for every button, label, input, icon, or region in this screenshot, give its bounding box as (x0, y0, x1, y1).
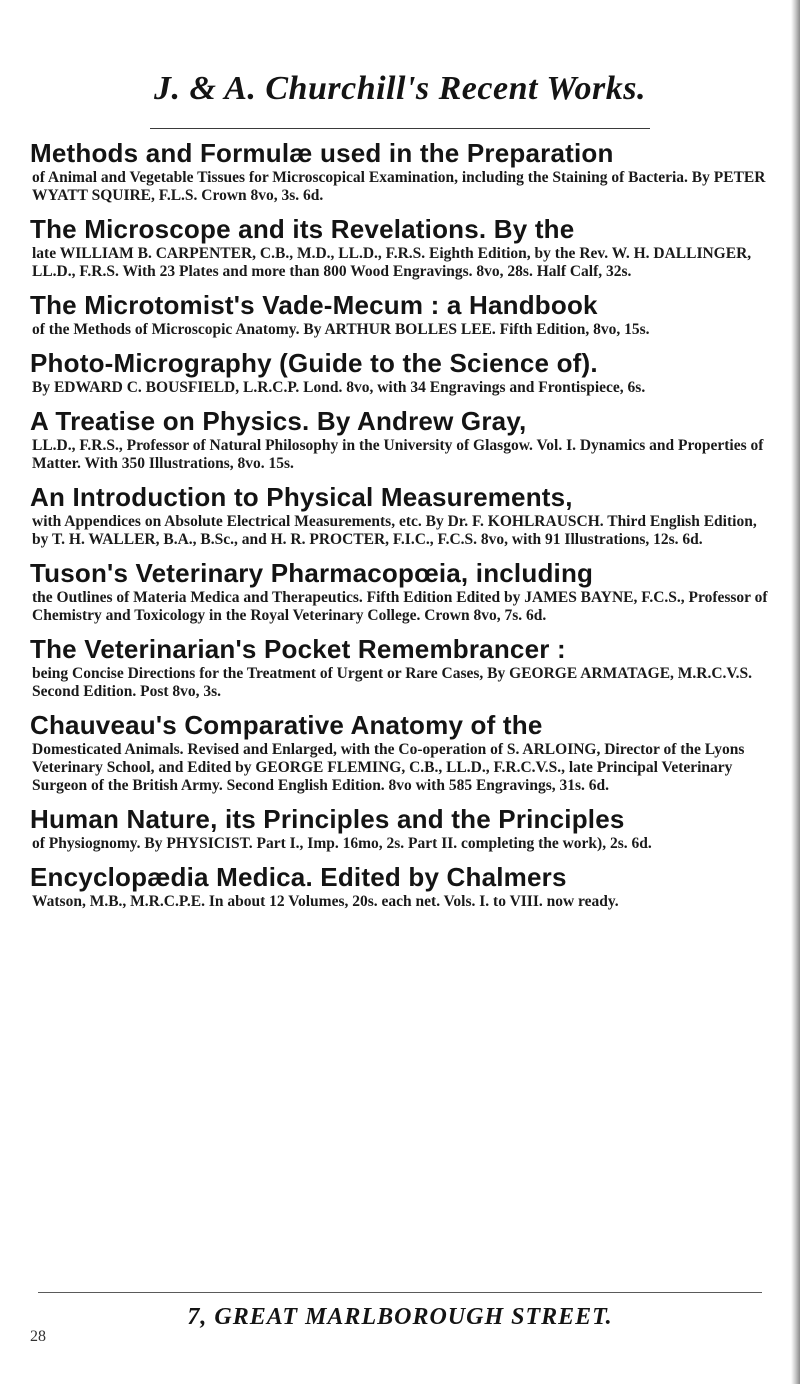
book-description: of the Methods of Microscopic Anatomy. By ARTHUR BOLLES LEE. Fifth Edition, 8vo, 15s. (32, 321, 650, 338)
book-description: being Concise Directions for the Treatment of Urgent or Rare Cases, By GEORGE ARMATAGE, M.R.C.V.S. Second Edition. Post 8vo, 3s. (32, 665, 752, 700)
book-entry (30, 406, 770, 473)
book-description: of Physiognomy. By PHYSICIST. Part I., Imp. 16mo, 2s. Part II. completing the work), 2s. 6d. (32, 835, 652, 852)
book-entry (30, 348, 770, 397)
book-entry (30, 138, 770, 205)
book-entry (30, 804, 770, 853)
book-description: late WILLIAM B. CARPENTER, C.B., M.D., LL.D., F.R.S. Eighth Edition, by the Rev. W. H. DALLINGER, LL.D., F.R.S. With 23 Plates and more than 800 Wood Engravings. 8vo, 28s. Half Calf, 32s. (32, 245, 752, 280)
book-title: Chauveau's Comparative Anatomy of the (30, 710, 543, 740)
book-description: of Animal and Vegetable Tissues for Microscopical Examination, including the Staining of Bacteria. By PETER WYATT SQUIRE, F.L.S. Crown 8vo, 3s. 6d. (32, 169, 766, 204)
book-entry (30, 482, 770, 549)
publisher-address: 7, GREAT MARLBOROUGH STREET. (187, 1304, 613, 1330)
header-divider (150, 128, 650, 129)
book-description: Watson, M.B., M.R.C.P.E. In about 12 Volumes, 20s. each net. Vols. I. to VIII. now ready. (32, 893, 619, 910)
book-description: Domesticated Animals. Revised and Enlarged, with the Co-operation of S. ARLOING, Director of the Lyons Veterinary School, and Edited by GEORGE FLEMING, C.B., LL.D., F.R.C.V.S., late Principal Veterinary Surgeon of the British Army. Second English Edition. 8vo with 585 Engravings, 31s. 6d. (32, 741, 745, 794)
book-title: Tuson's Veterinary Pharmacopœia, including (30, 558, 594, 588)
book-entry (30, 214, 770, 281)
book-entry (30, 862, 770, 911)
book-title: Methods and Formulæ used in the Preparation (30, 138, 614, 168)
book-description: By EDWARD C. BOUSFIELD, L.R.C.P. Lond. 8vo, with 34 Engravings and Frontispiece, 6s. (32, 379, 646, 396)
page-edge-shadow (791, 0, 800, 1384)
book-entry (30, 634, 770, 701)
book-title: The Microtomist's Vade-Mecum : a Handbook (30, 290, 598, 320)
page-number: 28 (30, 1328, 46, 1345)
book-list (30, 138, 770, 920)
book-entry (30, 710, 770, 795)
book-title: Human Nature, its Principles and the Principles (30, 804, 625, 834)
book-title: Encyclopædia Medica. Edited by Chalmers (30, 862, 567, 892)
book-title: The Veterinarian's Pocket Remembrancer : (30, 634, 566, 664)
page-header-title: J. & A. Churchill's Recent Works. (154, 70, 646, 107)
book-description: LL.D., F.R.S., Professor of Natural Philosophy in the University of Glasgow. Vol. I. Dynamics and Properties of Matter. With 350 Illustrations, 8vo. 15s. (32, 437, 764, 472)
book-description: the Outlines of Materia Medica and Therapeutics. Fifth Edition Edited by JAMES BAYNE, F.C.S., Professor of Chemistry and Toxicology in the Royal Veterinary College. Crown 8vo, 7s. 6d. (32, 589, 768, 624)
book-title: A Treatise on Physics. By Andrew Gray, (30, 406, 527, 436)
book-title: An Introduction to Physical Measurements, (30, 482, 573, 512)
book-title: Photo-Micrography (Guide to the Science of). (30, 348, 598, 378)
footer-divider (38, 1292, 762, 1293)
book-entry (30, 558, 770, 625)
book-description: with Appendices on Absolute Electrical Measurements, etc. By Dr. F. KOHLRAUSCH. Third English Edition, by T. H. WALLER, B.A., B.Sc., and H. R. PROCTER, F.I.C., F.C.S. 8vo, with 91 Illustrations, 12s. 6d. (32, 513, 757, 548)
book-entry (30, 290, 770, 339)
book-title: The Microscope and its Revelations. By the (30, 214, 575, 244)
